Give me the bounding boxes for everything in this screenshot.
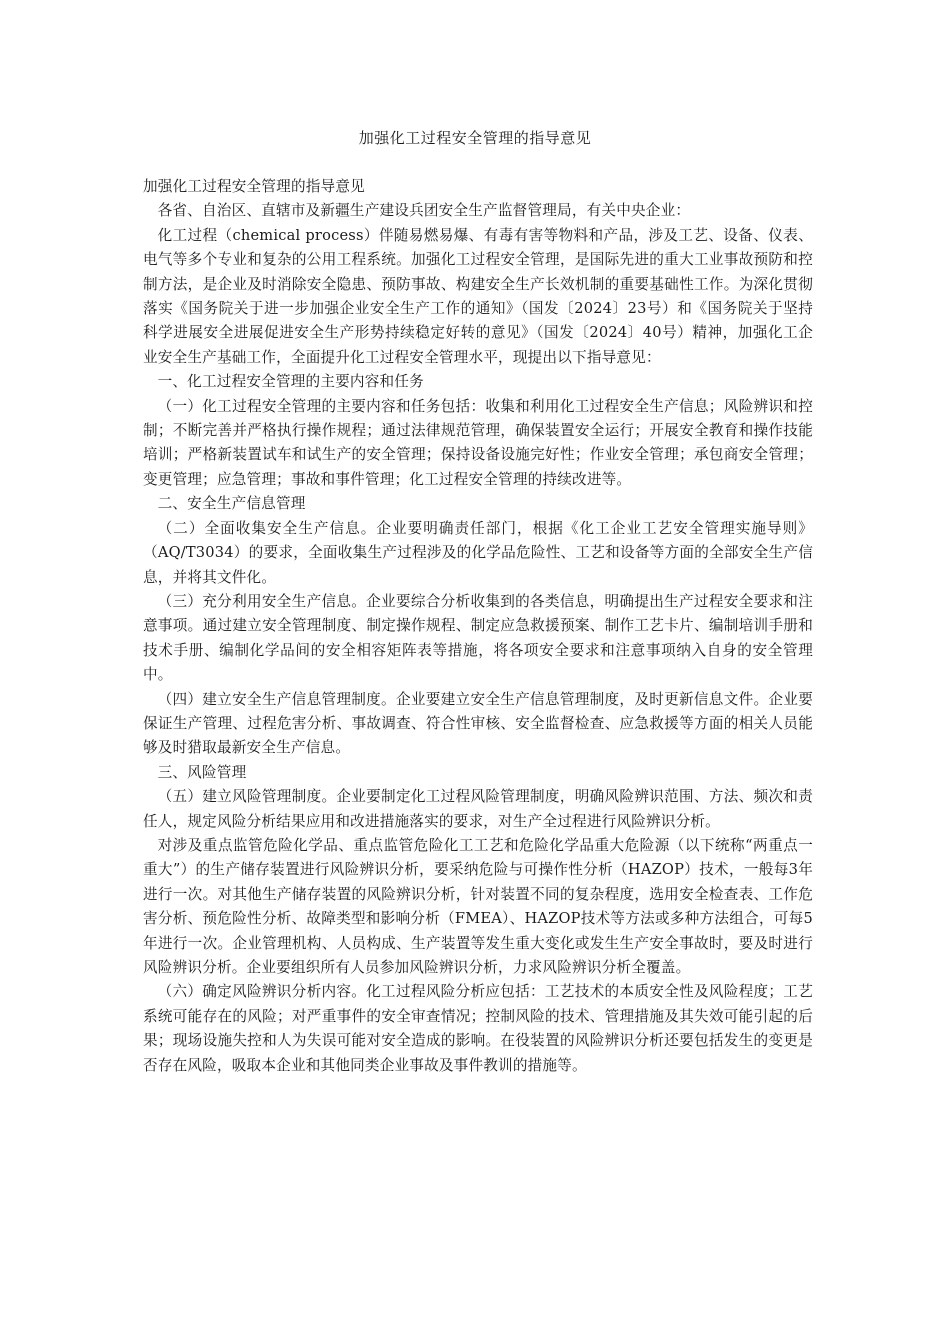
- paragraph: （四）建立安全生产信息管理制度。企业要建立安全生产信息管理制度，及时更新信息文件。企业要保证生产管理、过程危害分析、事故调查、符合性审核、安全监督检查、应急救援等方面的相关人员能够及时猎取最新安全生产信息。: [143, 690, 813, 757]
- document-body: [143, 175, 813, 1078]
- paragraph: 加强化工过程安全管理的指导意见: [143, 178, 365, 195]
- paragraph: 对涉及重点监管危险化学品、重点监管危险化工工艺和危险化学品重大危险源（以下统称“两重点一重大”）的生产储存装置进行风险辨识分析，要采纳危险与可操作性分析（HAZOP）技术，一般每3年进行一次。对其他生产储存装置的风险辨识分析，针对装置不同的复杂程度，选用安全检查表、工作危害分析、预危险性分析、故障类型和影响分析（FMEA）、HAZOP技术等方法或多种方法组合，可每5年进行一次。企业管理机构、人员构成、生产装置等发生重大变化或发生生产安全事故时，要及时进行风险辨识分析。企业要组织所有人员参加风险辨识分析，力求风险辨识分析全覆盖。: [143, 836, 813, 976]
- section-heading: 一、化工过程安全管理的主要内容和任务: [157, 373, 424, 391]
- paragraph: 各省、自治区、直辖市及新疆生产建设兵团安全生产监督管理局，有关中央企业：: [157, 202, 691, 220]
- paragraph: 化工过程（chemical process）伴随易燃易爆、有毒有害等物料和产品，涉及工艺、设备、仪表、电气等多个专业和复杂的公用工程系统。加强化工过程安全管理，是国际先进的重大工业事故预防和控制方法，是企业及时消除安全隐患、预防事故、构建安全生产长效机制的重要基础性工作。为深化贯彻落实《国务院关于进一步加强企业安全生产工作的通知》（国发〔2024〕23号）和《国务院关于坚持科学进展安全进展促进安全生产形势持续稳定好转的意见》（国发〔2024〕40号）精神，加强化工企业安全生产基础工作，全面提升化工过程安全管理水平，现提出以下指导意见：: [143, 226, 813, 366]
- paragraph: （三）充分利用安全生产信息。企业要综合分析收集到的各类信息，明确提出生产过程安全要求和注意事项。通过建立安全管理制度、制定操作规程、制定应急救援预案、制作工艺卡片、编制培训手册和技术手册、编制化学品间的安全相容矩阵表等措施，将各项安全要求和注意事项纳入自身的安全管理中。: [143, 592, 813, 684]
- paragraph: （五）建立风险管理制度。企业要制定化工过程风险管理制度，明确风险辨识范围、方法、频次和责任人，规定风险分析结果应用和改进措施落实的要求，对生产全过程进行风险辨识分析。: [143, 788, 813, 830]
- section-heading: 二、安全生产信息管理: [157, 495, 306, 513]
- paragraph: （二）全面收集安全生产信息。企业要明确责任部门，根据《化工企业工艺安全管理实施导则》（AQ/T3034）的要求，全面收集生产过程涉及的化学品危险性、工艺和设备等方面的全部安全生产信息，并将其文件化。: [143, 519, 813, 586]
- paragraph: （一）化工过程安全管理的主要内容和任务包括：收集和利用化工过程安全生产信息；风险辨识和控制；不断完善并严格执行操作规程；通过法律规范管理，确保装置安全运行；开展安全教育和操作技能培训；严格新装置试车和试生产的安全管理；保持设备设施完好性；作业安全管理；承包商安全管理；变更管理；应急管理；事故和事件管理；化工过程安全管理的持续改进等。: [143, 397, 813, 488]
- paragraph: （六）确定风险辨识分析内容。化工过程风险分析应包括：工艺技术的本质安全性及风险程度；工艺系统可能存在的风险；对严重事件的安全审查情况；控制风险的技术、管理措施及其失效可能引起的后果；现场设施失控和人为失误可能对安全造成的影响。在役装置的风险辨识分析还要包括发生的变更是否存在风险，吸取本企业和其他同类企业事故及事件教训的措施等。: [143, 983, 813, 1074]
- page-title: 加强化工过程安全管理的指导意见: [358, 129, 592, 147]
- section-heading: 三、风险管理: [157, 763, 247, 781]
